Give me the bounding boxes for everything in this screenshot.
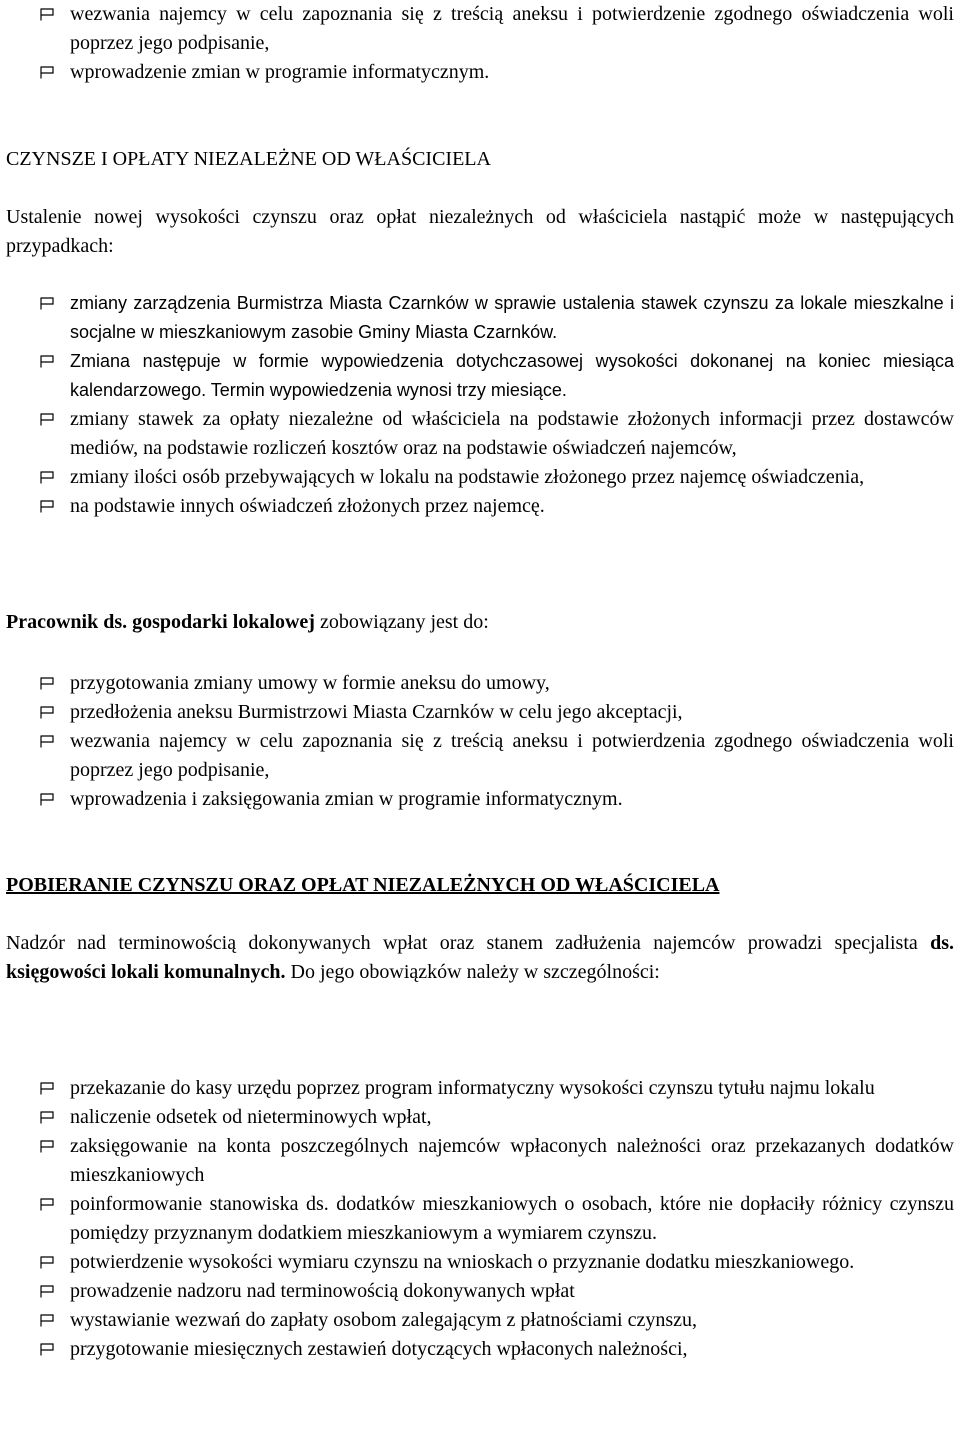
top-bullet-list-block: [6, 0, 954, 87]
list-item: [6, 1277, 954, 1306]
list-item-text: zmiany zarządzenia Burmistrza Miasta Czarnków w sprawie ustalenia stawek czynszu za lokale mieszkalne i socjalne w mieszkaniowym zasobie Gminy Miasta Czarnków.: [70, 293, 954, 342]
list-item-text: przygotowania zmiany umowy w formie aneksu do umowy,: [70, 672, 550, 694]
flag-icon: [40, 677, 55, 690]
section2-heading-block: [6, 871, 954, 900]
section2-intro-text-b: Do jego obowiązków należy w szczególności:: [285, 961, 660, 983]
worker-title-a: Pracownik ds.: [6, 611, 128, 633]
section-intro: Ustalenie nowej wysokości czynszu oraz opłat niezależnych od właściciela nastąpić może w następujących przypadkach:: [6, 206, 954, 257]
flag-icon: [40, 297, 55, 310]
flag-icon: [40, 1082, 55, 1095]
list-item-text: zmiany stawek za opłaty niezależne od właściciela na podstawie złożonych informacji przez dostawców mediów, na podstawie rozliczeń kosztów oraz na podstawie oświadczeń najemców,: [70, 408, 954, 459]
list-item-text: przedłożenia aneksu Burmistrzowi Miasta Czarnków w celu jego akceptacji,: [70, 701, 683, 723]
flag-icon: [40, 1140, 55, 1153]
list-item: [6, 1074, 954, 1103]
list-item: [6, 1103, 954, 1132]
flag-icon: [40, 793, 55, 806]
flag-icon: [40, 413, 55, 426]
list-item: [6, 669, 954, 698]
list-item-text: wystawianie wezwań do zapłaty osobom zalegającym z płatnościami czynszu,: [70, 1309, 697, 1331]
list-item-text: przekazanie do kasy urzędu poprzez program informatyczny wysokości czynszu tytułu najmu lokalu: [70, 1077, 875, 1099]
list-item-text: Zmiana następuje w formie wypowiedzenia dotychczasowej wysokości dokonanej na koniec miesiąca kalendarzowego. Termin wypowiedzenia wynosi trzy miesiące.: [70, 351, 954, 400]
worker-duties-intro-text: zobowiązany jest do:: [314, 611, 489, 633]
list-item: [6, 492, 954, 521]
specialist-duties-list: [6, 1074, 954, 1364]
flag-icon: [40, 1198, 55, 1211]
flag-icon: [40, 706, 55, 719]
list-item: [6, 347, 954, 405]
list-item-text: zaksięgowanie na konta poszczególnych najemców wpłaconych należności oraz przekazanych dodatków mieszkaniowych: [70, 1135, 954, 1186]
flag-icon: [40, 735, 55, 748]
list-item: [6, 405, 954, 463]
list-item: [6, 698, 954, 727]
list-item-text: wprowadzenie zmian w programie informatycznym.: [70, 61, 490, 83]
flag-icon: [40, 471, 55, 484]
list-item: [6, 1335, 954, 1364]
flag-icon: [40, 1256, 55, 1269]
flag-icon: [40, 8, 55, 21]
change-cases-list: [6, 289, 954, 405]
specialist-duties-list-block: [6, 1074, 954, 1364]
worker-duties-intro: [6, 608, 954, 637]
flag-icon: [40, 66, 55, 79]
list-item: [6, 0, 954, 58]
flag-icon: [40, 1314, 55, 1327]
list-item-text: zmiany ilości osób przebywających w lokalu na podstawie złożonego przez najemcę oświadczenia,: [70, 466, 865, 488]
list-item: [6, 1190, 954, 1248]
list-item-text: wezwania najemcy w celu zapoznania się z treścią aneksu i potwierdzenie zgodnego oświadczenia woli poprzez jego podpisanie,: [70, 3, 954, 54]
list-item-text: potwierdzenie wysokości wymiaru czynszu na wnioskach o przyznanie dodatku mieszkaniowego.: [70, 1251, 855, 1273]
section2-intro-block: [6, 929, 954, 987]
list-item-text: na podstawie innych oświadczeń złożonych przez najemcę.: [70, 495, 545, 517]
list-item: [6, 289, 954, 347]
list-item-text: naliczenie odsetek od nieterminowych wpłat,: [70, 1106, 432, 1128]
section2-intro-text-a: Nadzór nad terminowością dokonywanych wpłat oraz stanem zadłużenia najemców prowadzi specjalista: [6, 932, 931, 954]
list-item-text: przygotowanie miesięcznych zestawień dotyczących wpłaconych należności,: [70, 1338, 688, 1360]
list-item: [6, 1306, 954, 1335]
list-item: [6, 463, 954, 492]
worker-duties-list: [6, 669, 954, 814]
change-cases-list-block-2: [6, 405, 954, 521]
flag-icon: [40, 500, 55, 513]
section-heading-block: [6, 145, 954, 174]
top-bullet-list: [6, 0, 954, 87]
worker-duties-intro-block: [6, 608, 954, 637]
section-intro-block: [6, 203, 954, 261]
section-heading: CZYNSZE I OPŁATY NIEZALEŻNE OD WŁAŚCICIELA: [6, 148, 491, 170]
worker-duties-list-block: [6, 669, 954, 814]
list-item-text: poinformowanie stanowiska ds. dodatków mieszkaniowych o osobach, które nie dopłaciły różnicy czynszu pomiędzy przyznanym dodatkiem mieszkaniowym a wymiarem czynszu.: [70, 1193, 954, 1244]
list-item: [6, 727, 954, 785]
flag-icon: [40, 1111, 55, 1124]
flag-icon: [40, 355, 55, 368]
flag-icon: [40, 1285, 55, 1298]
section-heading: POBIERANIE CZYNSZU ORAZ OPŁAT NIEZALEŻNYCH OD WŁAŚCICIELA: [6, 874, 720, 896]
list-item-text: wprowadzenia i zaksięgowania zmian w programie informatycznym.: [70, 788, 623, 810]
specialist-title: ds. księgowości lokali komunalnych.: [6, 932, 954, 983]
section2-intro: [6, 929, 954, 987]
list-item: [6, 1132, 954, 1190]
list-item-text: prowadzenie nadzoru nad terminowością dokonywanych wpłat: [70, 1280, 575, 1302]
list-item: [6, 785, 954, 814]
list-item: [6, 1248, 954, 1277]
flag-icon: [40, 1343, 55, 1356]
list-item-text: wezwania najemcy w celu zapoznania się z treścią aneksu i potwierdzenia zgodnego oświadczenia woli poprzez jego podpisanie,: [70, 730, 954, 781]
worker-title-b: gospodarki lokalowej: [132, 611, 315, 633]
change-cases-list-2: [6, 405, 954, 521]
list-item: [6, 58, 954, 87]
change-cases-list-block: [6, 289, 954, 405]
